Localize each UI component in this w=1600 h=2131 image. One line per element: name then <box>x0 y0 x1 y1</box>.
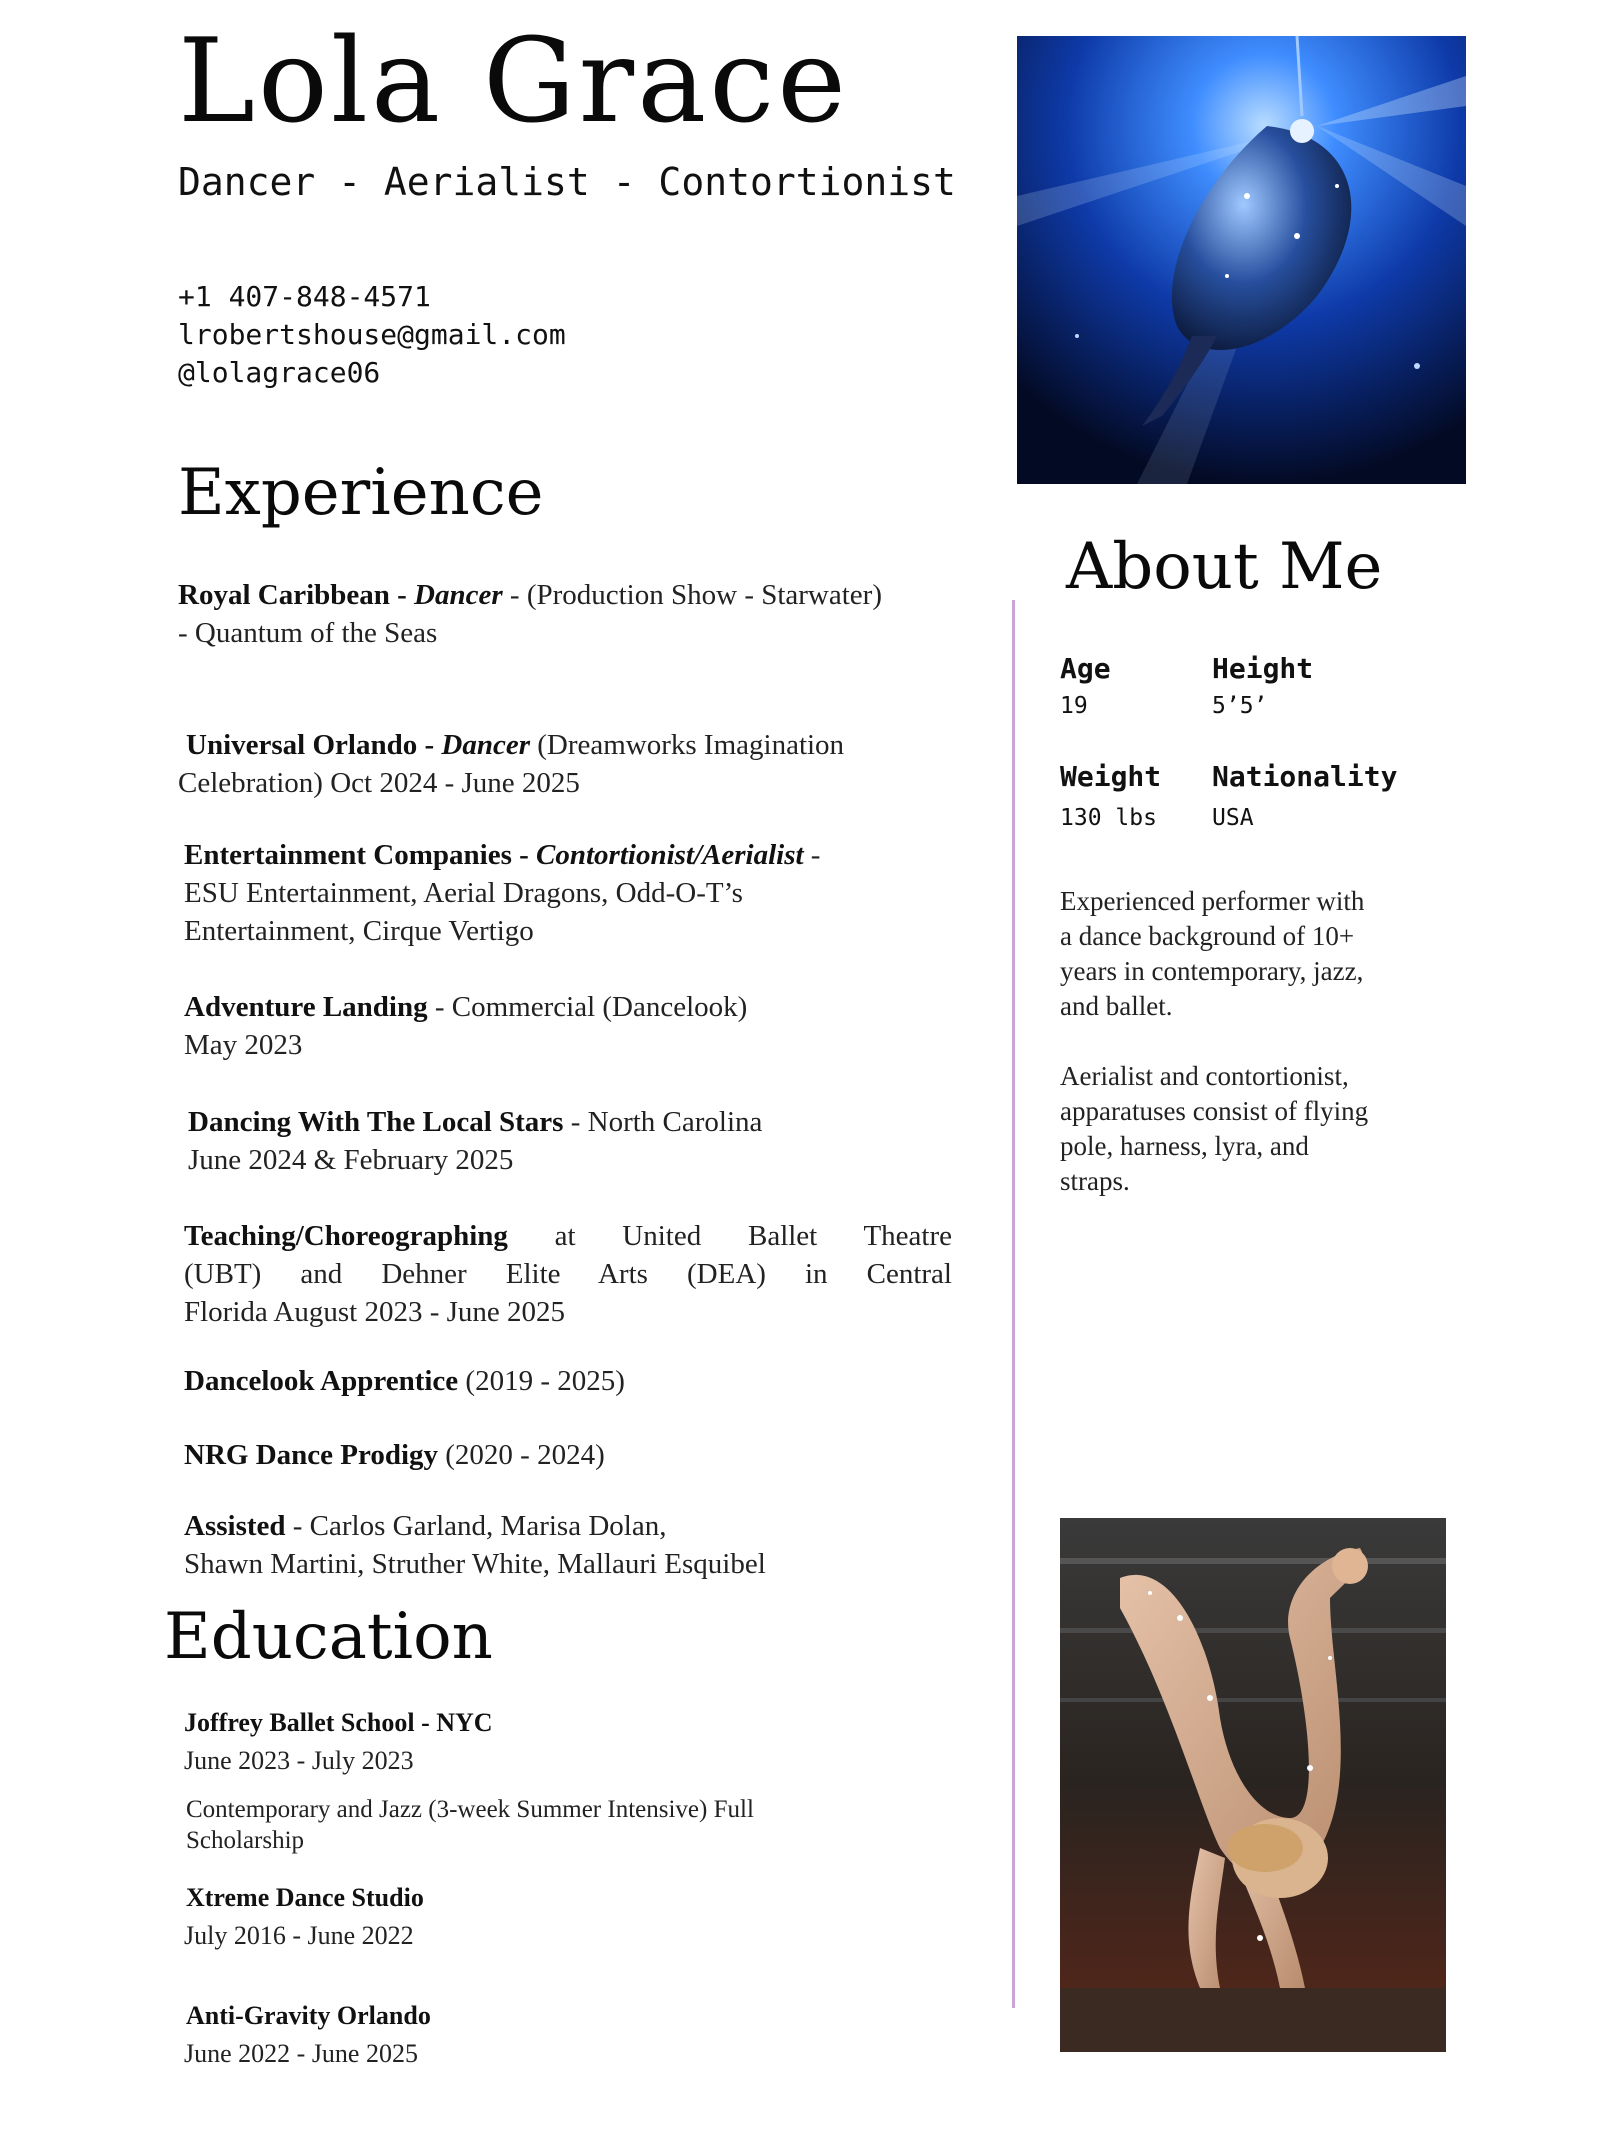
education-date: June 2022 - June 2025 <box>184 2039 418 2068</box>
experience-entry: Teaching/Choreographing at United Ballet Theatre (UBT) and Dehner Elite Arts (DEA) in Central Florida August 2023 - June 2025 <box>184 1220 952 1328</box>
experience-entry: Royal Caribbean - Dancer - (Production Show - Starwater) - Quantum of the Seas <box>178 579 882 649</box>
education-date: July 2016 - June 2022 <box>184 1921 414 1950</box>
contact-block <box>178 278 566 392</box>
resume-tagline: Dancer - Aerialist - Contortionist <box>178 160 956 204</box>
education-school: Anti-Gravity Orlando <box>186 2001 431 2030</box>
column-divider <box>1012 600 1015 2008</box>
experience-entry: Dancing With The Local Stars - North Carolina June 2024 & February 2025 <box>188 1106 763 1176</box>
stat-value: 5’5’ <box>1212 693 1268 719</box>
stat-label: Nationality <box>1212 760 1398 793</box>
stat-weight <box>1060 760 1161 831</box>
contortion-photo <box>1060 1518 1446 2052</box>
about-heading: About Me <box>1066 530 1383 604</box>
experience-entry: Assisted - Carlos Garland, Marisa Dolan, Shawn Martini, Struther White, Mallauri Esquibel <box>184 1510 766 1580</box>
about-paragraph: Experienced performer with a dance background of 10+ years in contemporary, jazz, and ballet. <box>1060 886 1365 1021</box>
education-date: June 2023 - July 2023 <box>184 1746 414 1775</box>
experience-entry: NRG Dance Prodigy (2020 - 2024) <box>184 1439 605 1471</box>
stat-label: Weight <box>1060 760 1162 793</box>
phone-number: +1 407-848-4571 <box>178 280 431 313</box>
aerial-performance-photo <box>1017 36 1466 484</box>
stat-value: USA <box>1212 805 1254 831</box>
stat-label: Age <box>1060 652 1111 685</box>
experience-entry: Universal Orlando - Dancer (Dreamworks Imagination Celebration) Oct 2024 - June 2025 <box>178 729 845 799</box>
about-paragraph: Aerialist and contortionist, apparatuses consist of flying pole, harness, lyra, and straps. <box>1060 1061 1369 1196</box>
education-description: Contemporary and Jazz (3-week Summer Intensive) Full Scholarship <box>186 1796 754 1854</box>
stat-height <box>1212 652 1313 719</box>
experience-entry: Dancelook Apprentice (2019 - 2025) <box>184 1365 625 1397</box>
experience-heading: Experience <box>178 456 544 530</box>
stat-value: 130 lbs <box>1060 805 1157 831</box>
stat-age <box>1060 652 1111 719</box>
experience-entry: Entertainment Companies - Contortionist/Aerialist - ESU Entertainment, Aerial Dragons, Odd-O-T’s Entertainment, Cirque Vertigo <box>184 839 821 947</box>
education-heading: Education <box>164 1600 493 1674</box>
stat-value: 19 <box>1060 693 1088 719</box>
stat-label: Height <box>1212 652 1314 685</box>
education-school: Xtreme Dance Studio <box>186 1883 424 1912</box>
experience-entry: Adventure Landing - Commercial (Dancelook) May 2023 <box>184 991 748 1061</box>
stat-nationality <box>1212 760 1397 831</box>
resume-name: Lola Grace <box>178 14 849 149</box>
social-handle: @lolagrace06 <box>178 356 381 389</box>
email-address: lrobertshouse@gmail.com <box>178 318 566 351</box>
education-school: Joffrey Ballet School - NYC <box>184 1708 493 1737</box>
